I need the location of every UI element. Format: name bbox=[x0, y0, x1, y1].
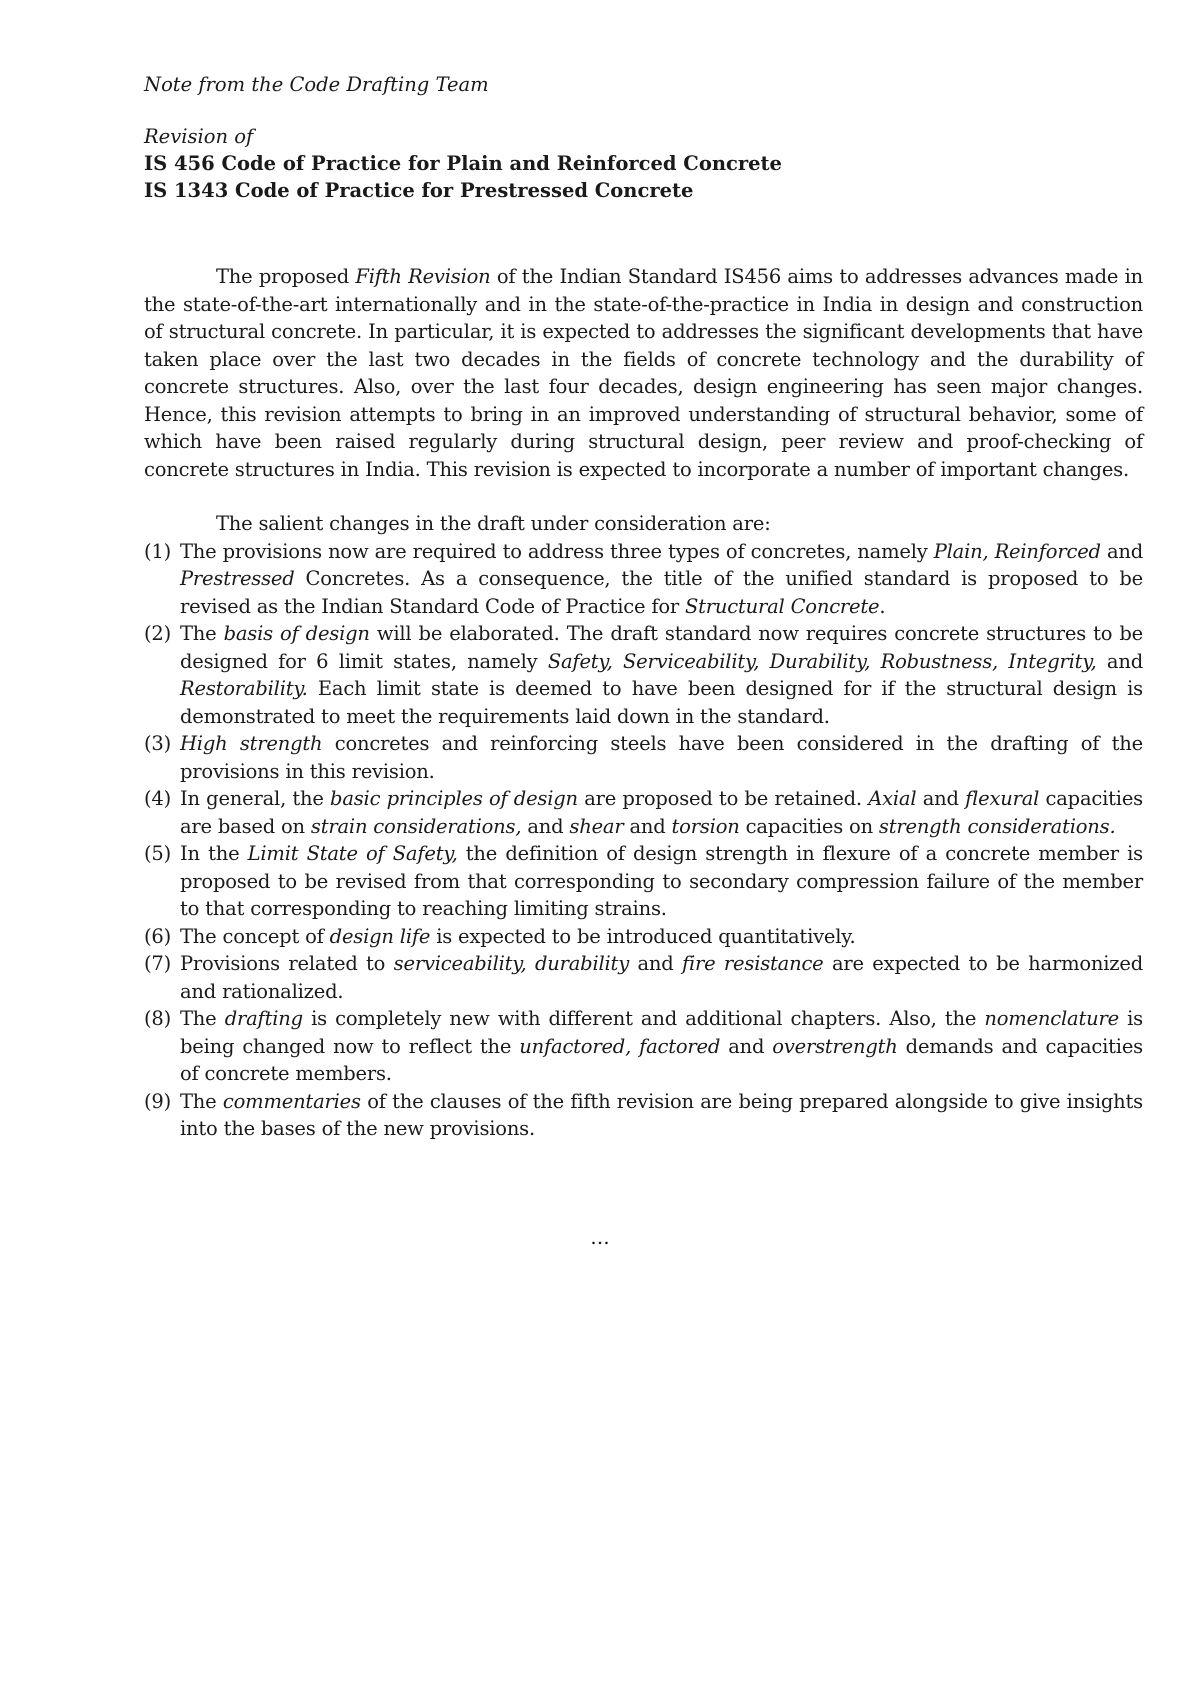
item-text: is expected to be introduced quantitatively. bbox=[430, 924, 856, 948]
change-item-8 bbox=[144, 1005, 1143, 1088]
item-emphasis: Safety, Serviceability, Durability, Robustness, Integrity, bbox=[547, 649, 1097, 673]
changes-list bbox=[144, 538, 1143, 1143]
item-number: (3) bbox=[144, 732, 172, 755]
closing-ellipsis: … bbox=[590, 1226, 610, 1249]
change-item-7 bbox=[144, 950, 1143, 1005]
item-emphasis: drafting bbox=[224, 1007, 303, 1030]
item-emphasis: commentaries bbox=[222, 1089, 361, 1113]
item-emphasis: Structural Concrete bbox=[685, 594, 880, 618]
change-item-2 bbox=[144, 620, 1143, 730]
item-text: Concretes. As a consequence, the title of the unified standard is proposed to be revised as the Indian Standard Code of Practice for bbox=[180, 567, 1143, 618]
item-text: The bbox=[180, 622, 224, 645]
item-number: (1) bbox=[144, 539, 172, 563]
item-text: Provisions related to bbox=[180, 952, 394, 975]
item-text: is completely new with different and additional chapters. Also, the bbox=[302, 1007, 985, 1030]
intro-text: The proposed bbox=[216, 265, 356, 288]
item-number: (7) bbox=[144, 952, 172, 975]
item-emphasis: strength considerations. bbox=[878, 814, 1116, 838]
item-text: and bbox=[629, 952, 682, 975]
item-text: are proposed to be retained. bbox=[577, 787, 869, 810]
item-text: are expected to be harmonized and rationalized. bbox=[180, 952, 1143, 1003]
intro-emphasis: Fifth Revision bbox=[355, 265, 491, 288]
item-emphasis: High strength bbox=[180, 732, 323, 755]
item-text: concretes and reinforcing steels have been considered in the drafting of the provisions in this revision. bbox=[180, 732, 1143, 783]
item-emphasis: unfactored, factored bbox=[519, 1034, 721, 1058]
item-text: and bbox=[1096, 649, 1143, 673]
title-is456: IS 456 Code of Practice for Plain and Reinforced Concrete bbox=[144, 152, 782, 175]
item-text: of the clauses of the fifth revision are being prepared alongside to give insights into the bases of the new provisions. bbox=[180, 1089, 1143, 1140]
item-text: In general, the bbox=[180, 787, 331, 810]
item-text: The bbox=[180, 1089, 223, 1113]
item-emphasis: flexural bbox=[965, 787, 1040, 810]
change-item-3 bbox=[144, 730, 1143, 785]
item-text: capacities on bbox=[739, 814, 879, 838]
item-emphasis: nomenclature bbox=[984, 1007, 1119, 1030]
item-text: and bbox=[916, 787, 966, 810]
item-text: and bbox=[521, 814, 570, 838]
item-text: is being changed now to reflect the bbox=[180, 1007, 1143, 1058]
intro-paragraph bbox=[144, 263, 1143, 483]
change-item-1 bbox=[144, 538, 1143, 621]
item-emphasis: overstrength bbox=[772, 1034, 898, 1058]
item-text: the definition of design strength in flexure of a concrete member is proposed to be revised from that corresponding to secondary compression failure of the member to that corresponding to reaching limiting strains. bbox=[180, 842, 1143, 920]
item-emphasis: design life bbox=[329, 924, 431, 948]
item-emphasis: shear bbox=[569, 814, 624, 838]
item-number: (6) bbox=[144, 924, 172, 948]
change-item-4 bbox=[144, 785, 1143, 840]
title-is1343: IS 1343 Code of Practice for Prestressed Concrete bbox=[144, 179, 694, 202]
item-emphasis: serviceability, durability bbox=[393, 952, 630, 975]
item-number: (2) bbox=[144, 622, 172, 645]
revision-label: Revision of bbox=[144, 125, 254, 148]
change-item-6 bbox=[144, 923, 1143, 951]
item-emphasis: basic principles of design bbox=[330, 787, 578, 810]
item-text: and bbox=[623, 814, 672, 838]
item-emphasis: torsion bbox=[671, 814, 740, 838]
item-text: In the bbox=[180, 842, 248, 865]
item-text: Each limit state is deemed to have been designed for if the structural design is demonstrated to meet the requirements laid down in the standard. bbox=[180, 677, 1143, 728]
item-emphasis: fire resistance bbox=[681, 952, 824, 975]
item-emphasis: Restorability. bbox=[180, 677, 308, 700]
item-number: (4) bbox=[144, 787, 172, 810]
item-emphasis: Limit State of Safety, bbox=[247, 842, 458, 865]
salient-intro: The salient changes in the draft under consideration are: bbox=[216, 512, 771, 535]
item-text: The concept of bbox=[180, 924, 330, 948]
item-emphasis: basis of design bbox=[223, 622, 370, 645]
change-item-5 bbox=[144, 840, 1143, 923]
item-number: (5) bbox=[144, 842, 172, 865]
item-text: and bbox=[1100, 539, 1144, 563]
item-emphasis: Plain, Reinforced bbox=[933, 539, 1101, 563]
item-text: will be elaborated. The draft standard now requires concrete structures to be designed for 6 limit states, namely bbox=[180, 622, 1143, 673]
item-text: The provisions now are required to address three types of concretes, namely bbox=[180, 539, 934, 563]
item-text: . bbox=[879, 594, 886, 618]
note-heading: Note from the Code Drafting Team bbox=[144, 73, 489, 96]
change-item-9 bbox=[144, 1088, 1143, 1143]
item-text: The bbox=[180, 1007, 225, 1030]
item-text: and bbox=[720, 1034, 773, 1058]
item-emphasis: strain considerations, bbox=[310, 814, 522, 838]
item-number: (9) bbox=[144, 1089, 172, 1113]
item-text: demands and capacities of concrete members. bbox=[180, 1034, 1143, 1085]
intro-text: of the Indian Standard IS456 aims to addresses advances made in the state-of-the-art internationally and in the state-of-the-practice in India in design and construction of structural concrete. In particular, it is expected to addresses the significant developments that have taken place over the last two decades in the fields of concrete technology and the durability of concrete structures. Also, over the last four decades, design engineering has seen major changes. Hence, this revision attempts to bring in an improved understanding of structural behavior, some of which have been raised regularly during structural design, peer review and proof-checking of concrete structures in India. This revision is expected to incorporate a number of important changes. bbox=[144, 265, 1143, 481]
item-emphasis: Axial bbox=[868, 787, 917, 810]
item-number: (8) bbox=[144, 1007, 172, 1030]
item-text: capacities are based on bbox=[180, 787, 1143, 838]
item-emphasis: Prestressed bbox=[180, 567, 295, 590]
